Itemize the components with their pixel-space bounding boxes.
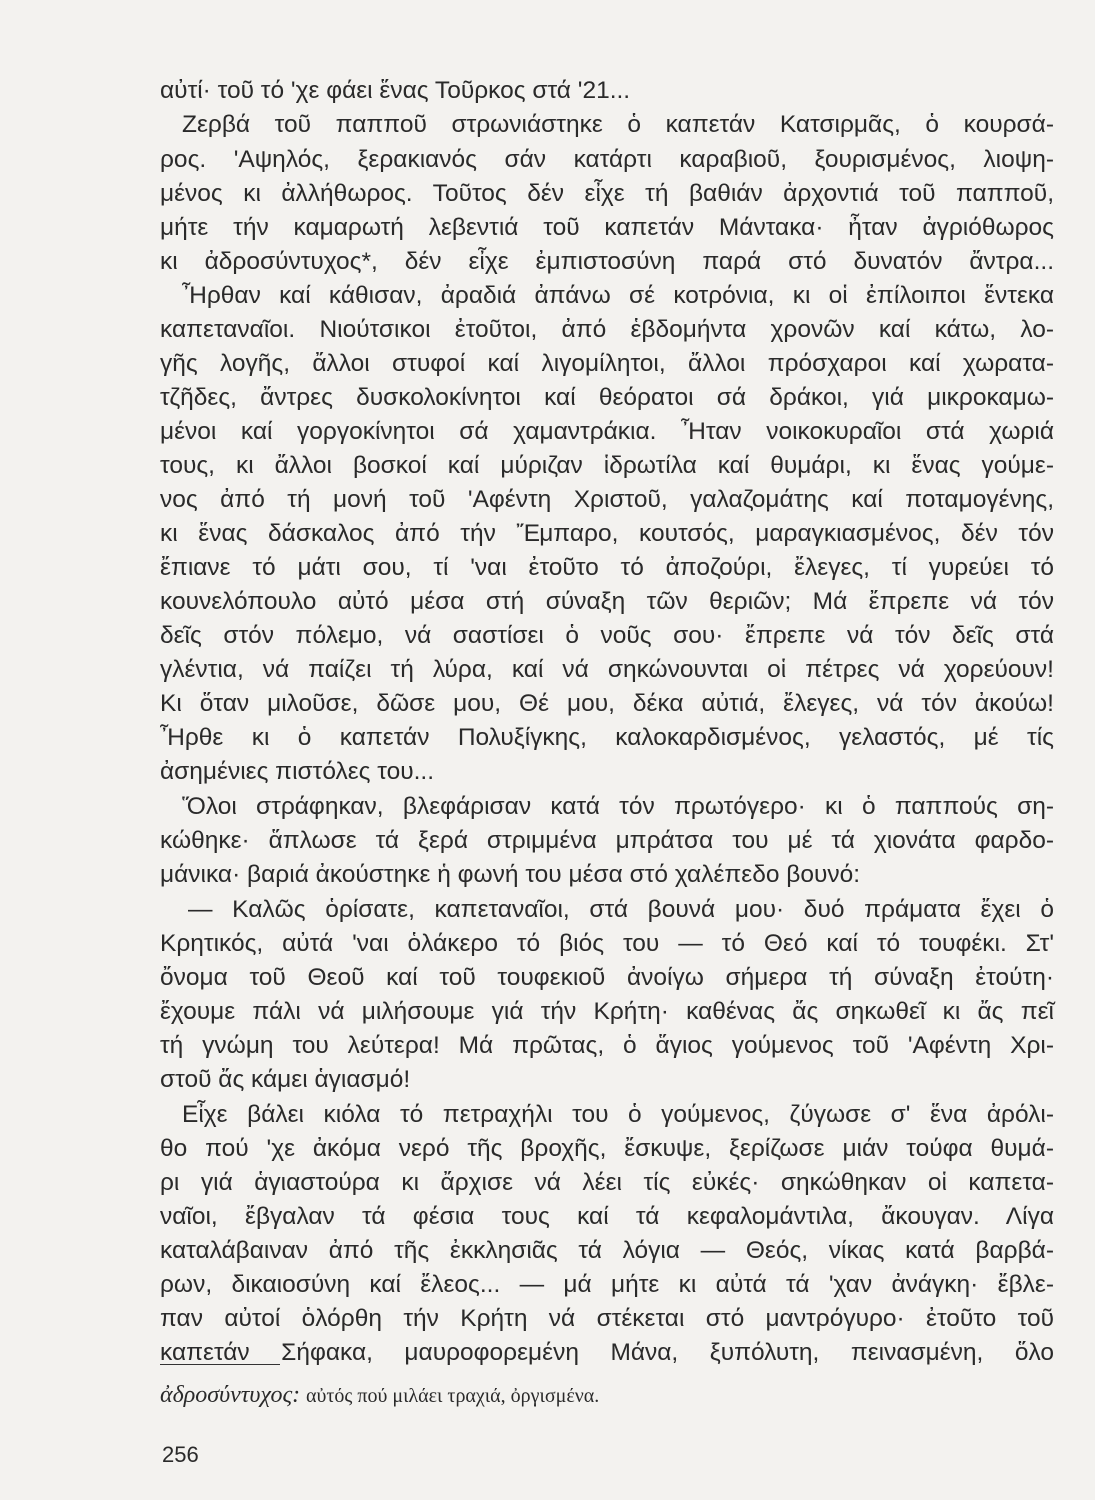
text-line: μήτε τήν καμαρωτή λεβεντιά τοῦ καπετάν Μάντακα· ἦταν ἀγριόθωρος	[160, 214, 1054, 241]
footnote-term: ἀδροσύντυχος:	[160, 1382, 301, 1408]
text-line: γλέντια, νά παίζει τή λύρα, καί νά σηκώνουνται οἱ πέτρες νά χορεύουν!	[160, 656, 1054, 683]
page-number: 256	[162, 1442, 199, 1467]
text-line: στοῦ ἄς κάμει ἁγιασμό!	[160, 1066, 411, 1093]
text-line: Εἶχε βάλει κιόλα τό πετραχήλι του ὁ γούμενος, ζύγωσε σ' ἕνα ἀρόλι-	[182, 1101, 1054, 1128]
text-line: κι ἕνας δάσκαλος ἀπό τήν Ἔμπαρο, κουτσός, μαραγκιασμένος, δέν τόν	[160, 520, 1054, 547]
text-line: μένοι καί γοργοκίνητοι σά χαμαντράκια. Ἦταν νοικοκυραῖοι στά χωριά	[160, 418, 1054, 445]
text-line: καταλάβαιναν ἀπό τῆς ἐκκλησιᾶς τά λόγια — Θεός, νίκας κατά βαρβά-	[160, 1237, 1054, 1264]
footnote-definition: αὐτός πού μιλάει τραχιά, ὀργισμένα.	[306, 1385, 600, 1407]
text-line: καπετάν Σήφακα, μαυροφορεμένη Μάνα, ξυπόλυτη, πεινασμένη, ὅλο	[160, 1339, 1054, 1366]
footnote	[160, 1381, 599, 1410]
text-line: δεῖς στόν πόλεμο, νά σαστίσει ὁ νοῦς σου· ἔπρεπε νά τόν δεῖς στά	[160, 622, 1054, 649]
text-line: Κρητικός, αὐτά 'ναι ὁλάκερο τό βιός του — τό Θεό καί τό τουφέκι. Στ'	[160, 930, 1054, 957]
text-line: νος ἀπό τή μονή τοῦ 'Αφέντη Χριστοῦ, γαλαζομάτης καί ποταμογένης,	[160, 486, 1054, 513]
text-line: τζῆδες, ἄντρες δυσκολοκίνητοι καί θεόρατοι σά δράκοι, γιά μικροκαμω-	[160, 384, 1054, 411]
text-line: ἀσημένιες πιστόλες του...	[160, 758, 435, 785]
text-line: Κι ὅταν μιλοῦσε, δῶσε μου, Θέ μου, δέκα αὐτιά, ἔλεγες, νά τόν ἀκούω!	[160, 690, 1054, 717]
text-line: παν αὐτοί ὁλόρθη τήν Κρήτη νά στέκεται στό μαντρόγυρο· ἐτοῦτο τοῦ	[160, 1305, 1054, 1332]
text-line: ρι γιά ἁγιαστούρα κι ἄρχισε νά λέει τίς εὐκές· σηκώθηκαν οἱ καπετα-	[160, 1169, 1054, 1196]
text-line: κώθηκε· ἅπλωσε τά ξερά στριμμένα μπράτσα του μέ τά χιονάτα φαρδο-	[160, 827, 1054, 854]
text-line: θο πού 'χε ἀκόμα νερό τῆς βροχῆς, ἔσκυψε, ξερίζωσε μιάν τούφα θυμά-	[160, 1135, 1054, 1162]
text-line: τή γνώμη του λεύτερα! Μά πρῶτας, ὁ ἅγιος γούμενος τοῦ 'Αφέντη Χρι-	[160, 1032, 1054, 1059]
text-line: Ζερβά τοῦ παπποῦ στρωνιάστηκε ὁ καπετάν Κατσιρμᾶς, ὁ κουρσά-	[182, 111, 1054, 138]
text-line: καπεταναῖοι. Νιούτσικοι ἐτοῦτοι, ἀπό ἑβδομήντα χρονῶν καί κάτω, λο-	[160, 316, 1054, 343]
text-line: μάνικα· βαριά ἀκούστηκε ἡ φωνή του μέσα στό χαλέπεδο βουνό:	[160, 861, 861, 888]
text-line: γῆς λογῆς, ἄλλοι στυφοί καί λιγομίλητοι, ἄλλοι πρόσχαροι καί χωρατα-	[160, 350, 1054, 377]
text-line: αὐτί· τοῦ τό 'χε φάει ἕνας Τοῦρκος στά '21...	[160, 77, 631, 104]
text-line: κι ἀδροσύντυχος*, δέν εἶχε ἐμπιστοσύνη παρά στό δυνατόν ἄντρα...	[160, 248, 1054, 275]
text-line: Ἦρθε κι ὁ καπετάν Πολυξίγκης, καλοκαρδισμένος, γελαστός, μέ τίς	[160, 724, 1054, 751]
text-line: ναῖοι, ἔβγαλαν τά φέσια τους καί τά κεφαλομάντιλα, ἄκουγαν. Λίγα	[160, 1203, 1054, 1230]
text-line: ρος. 'Αψηλός, ξερακιανός σάν κατάρτι καραβιοῦ, ξουρισμένος, λιοψη-	[160, 146, 1054, 173]
text-line: ἔπιανε τό μάτι σου, τί 'ναι ἐτοῦτο τό ἀποζούρι, ἔλεγες, τί γυρεύει τό	[160, 554, 1054, 581]
text-line: Ὅλοι στράφηκαν, βλεφάρισαν κατά τόν πρωτόγερο· κι ὁ παππούς ση-	[182, 793, 1054, 820]
text-line: ρων, δικαιοσύνη καί ἔλεος... — μά μήτε κι αὐτά τά 'χαν ἀνάγκη· ἔβλε-	[160, 1271, 1054, 1298]
text-line: ὄνομα τοῦ Θεοῦ καί τοῦ τουφεκιοῦ ἀνοίγω σήμερα τή σύναξη ἐτούτη·	[160, 964, 1054, 991]
text-line: Ἦρθαν καί κάθισαν, ἀραδιά ἀπάνω σέ κοτρόνια, κι οἱ ἐπίλοιποι ἕντεκα	[182, 282, 1054, 309]
text-line: τους, κι ἄλλοι βοσκοί καί μύριζαν ἱδρωτίλα καί θυμάρι, κι ἕνας γούμε-	[160, 452, 1054, 479]
text-line: μένος κι ἀλλήθωρος. Τοῦτος δέν εἶχε τή βαθιάν ἀρχοντιά τοῦ παπποῦ,	[160, 180, 1054, 207]
footnote-divider	[160, 1364, 280, 1365]
text-line: ἔχουμε πάλι νά μιλήσουμε γιά τήν Κρήτη· καθένας ἄς σηκωθεῖ κι ἄς πεῖ	[160, 998, 1054, 1025]
text-line: — Καλῶς ὁρίσατε, καπεταναῖοι, στά βουνά μου· δυό πράματα ἔχει ὁ	[188, 896, 1054, 923]
text-line: κουνελόπουλο αὐτό μέσα στή σύναξη τῶν θεριῶν; Μά ἔπρεπε νά τόν	[160, 588, 1054, 615]
